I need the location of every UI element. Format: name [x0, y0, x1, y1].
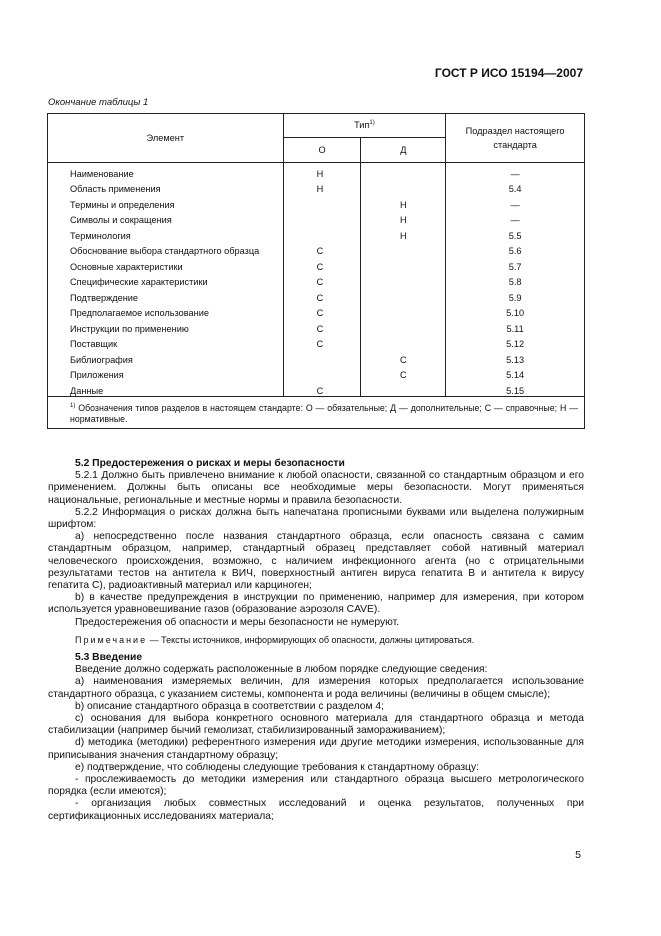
row-subsection: 5.15: [446, 380, 585, 396]
table-row: [48, 318, 585, 334]
paragraph-5-3-c: с) основания для выбора конкретного основного материала для стандартного образца и метода стабилизации (например бычий гемолизат, стабилизированный замораживанием);: [48, 713, 584, 737]
row-element: Термины и определения: [48, 194, 284, 210]
note: Примечание — Тексты источников, информирующих об опасности, должны цитироваться.: [75, 634, 475, 645]
paragraph-5-3-e-1: - прослеживаемость до методики измерения или стандартного образца высшего метрологического порядка (если имеются);: [48, 774, 584, 798]
row-type-o: [283, 365, 361, 381]
row-element: Символы и сокращения: [48, 210, 284, 226]
table-row: [48, 194, 585, 210]
row-subsection: 5.14: [446, 365, 585, 381]
row-type-d: С: [361, 365, 446, 381]
row-type-d: [361, 380, 446, 396]
row-type-d: Н: [361, 225, 446, 241]
row-type-o: С: [283, 241, 361, 257]
row-subsection: 5.11: [446, 318, 585, 334]
header-subsection: Подраздел настоящего стандарта: [446, 114, 585, 163]
row-element: Приложения: [48, 365, 284, 381]
row-subsection: 5.6: [446, 241, 585, 257]
paragraph-5-2-2-b: b) в качестве предупреждения в инструкции по применению, например для измерения, при котором используется уравновешивание газов (образование аэрозоля CAVE).: [48, 592, 584, 616]
row-subsection: 5.13: [446, 349, 585, 365]
row-element: Библиография: [48, 349, 284, 365]
header-type-d: Д: [361, 138, 446, 163]
row-subsection: —: [446, 163, 585, 179]
row-type-d: [361, 241, 446, 257]
row-element: Терминология: [48, 225, 284, 241]
row-type-d: [361, 303, 446, 319]
row-type-d: [361, 287, 446, 303]
row-subsection: —: [446, 210, 585, 226]
table-row: [48, 241, 585, 257]
row-type-d: [361, 272, 446, 288]
paragraph-5-2-1: 5.2.1 Должно быть привлечено внимание к любой опасности, связанной со стандартным образцом и его применением. Должны быть описаны все необходимые меры безопасности. Могут применяться национальные, региональные и местные нормы и правила безопасности.: [48, 470, 584, 506]
table-row: [48, 272, 585, 288]
row-type-o: [283, 210, 361, 226]
row-element: Подтверждение: [48, 287, 284, 303]
row-element: Область применения: [48, 179, 284, 195]
row-subsection: 5.5: [446, 225, 585, 241]
page-number: 5: [575, 849, 581, 861]
table-footnote: $^{1)}$ Обозначения типов разделов в настоящем стандарте: О — обязательные; Д — дополнительные; С — справочные; Н — нормативные.: [48, 396, 585, 429]
paragraph-5-3-d: d) методика (методики) референтного измерения иди другие методики измерения, использованные для приписывания значения стандартному образцу;: [48, 737, 584, 761]
row-type-o: С: [283, 334, 361, 350]
table-row: [48, 210, 585, 226]
row-element: Предполагаемое использование: [48, 303, 284, 319]
row-type-o: [283, 225, 361, 241]
header-element: Элемент: [48, 114, 284, 163]
main-text: [48, 458, 584, 823]
row-element: Инструкции по применению: [48, 318, 284, 334]
row-type-d: [361, 318, 446, 334]
row-type-o: Н: [283, 179, 361, 195]
row-subsection: 5.4: [446, 179, 585, 195]
row-type-o: С: [283, 318, 361, 334]
row-element: Наименование: [48, 163, 284, 179]
row-type-d: [361, 163, 446, 179]
row-subsection: 5.7: [446, 256, 585, 272]
table-row: [48, 287, 585, 303]
table-row: [48, 365, 585, 381]
row-type-d: Н: [361, 194, 446, 210]
table-row: [48, 334, 585, 350]
row-type-o: [283, 349, 361, 365]
table-row: [48, 163, 585, 179]
row-element: Специфические характеристики: [48, 272, 284, 288]
row-type-d: [361, 256, 446, 272]
row-subsection: 5.12: [446, 334, 585, 350]
document-code: ГОСТ Р ИСО 15194—2007: [434, 66, 583, 80]
sections-table: [47, 113, 585, 429]
table-row: [48, 303, 585, 319]
header-type-o: О: [283, 138, 361, 163]
paragraph-5-2-2-a: а) непосредственно после названия стандартного образца, если опасность связана с самим стандартным образцом, например, стандартный образец представляет собой нативный материал человеческого происхождения, возможно, с наличием инфекционного агента (но с отрицательными результатами тестов на антитела к ВИЧ, поверхностный антиген вируса гепатита В и антитела к вирусу гепатита С), радиоактивный материал или карциноген;: [48, 531, 584, 592]
row-subsection: —: [446, 194, 585, 210]
row-type-o: Н: [283, 163, 361, 179]
row-element: Основные характеристики: [48, 256, 284, 272]
paragraph-5-2-2: 5.2.2 Информация о рисках должна быть напечатана прописными буквами или выделена полужирным шрифтом:: [48, 506, 584, 531]
row-type-o: С: [283, 303, 361, 319]
paragraph-5-3-e-2: - организация любых совместных исследований и оценка результатов, полученных при сертификационных исследованиях материала;: [48, 798, 584, 822]
paragraph-5-3-a: а) наименования измеряемых величин, для измерения которых предполагается использование стандартного образца, с указанием системы, компонента и рода величины (величины в общем смысле);: [48, 676, 584, 700]
row-type-d: Н: [361, 210, 446, 226]
row-type-d: [361, 334, 446, 350]
table-row: [48, 225, 585, 241]
row-type-o: С: [283, 256, 361, 272]
table-row: [48, 380, 585, 396]
row-element: Обоснование выбора стандартного образца: [48, 241, 284, 257]
row-type-o: С: [283, 272, 361, 288]
row-subsection: 5.8: [446, 272, 585, 288]
row-type-d: [361, 179, 446, 195]
table-row: [48, 179, 585, 195]
paragraph-5-3: Введение должно содержать расположенные в любом порядке следующие сведения:: [75, 664, 488, 676]
row-subsection: 5.10: [446, 303, 585, 319]
paragraph-5-3-b: b) описание стандартного образца в соответствии с разделом 4;: [75, 700, 384, 712]
section-5-3-title: 5.3 Введение: [75, 652, 143, 664]
table-caption: Окончание таблицы 1: [48, 97, 149, 108]
row-type-o: С: [283, 287, 361, 303]
row-subsection: 5.9: [446, 287, 585, 303]
row-type-d: С: [361, 349, 446, 365]
row-element: Поставщик: [48, 334, 284, 350]
paragraph-5-3-e: е) подтверждение, что соблюдены следующие требования к стандартному образцу:: [75, 761, 479, 773]
table-row: [48, 349, 585, 365]
header-type: Тип$^{1)}$: [283, 114, 446, 138]
paragraph-5-2-2-c: Предостережения об опасности и меры безопасности не нумеруют.: [75, 616, 400, 628]
row-type-o: С: [283, 380, 361, 396]
table-row: [48, 256, 585, 272]
row-element: Данные: [48, 380, 284, 396]
row-type-o: [283, 194, 361, 210]
section-5-2-title: 5.2 Предостережения о рисках и меры безопасности: [75, 458, 345, 469]
